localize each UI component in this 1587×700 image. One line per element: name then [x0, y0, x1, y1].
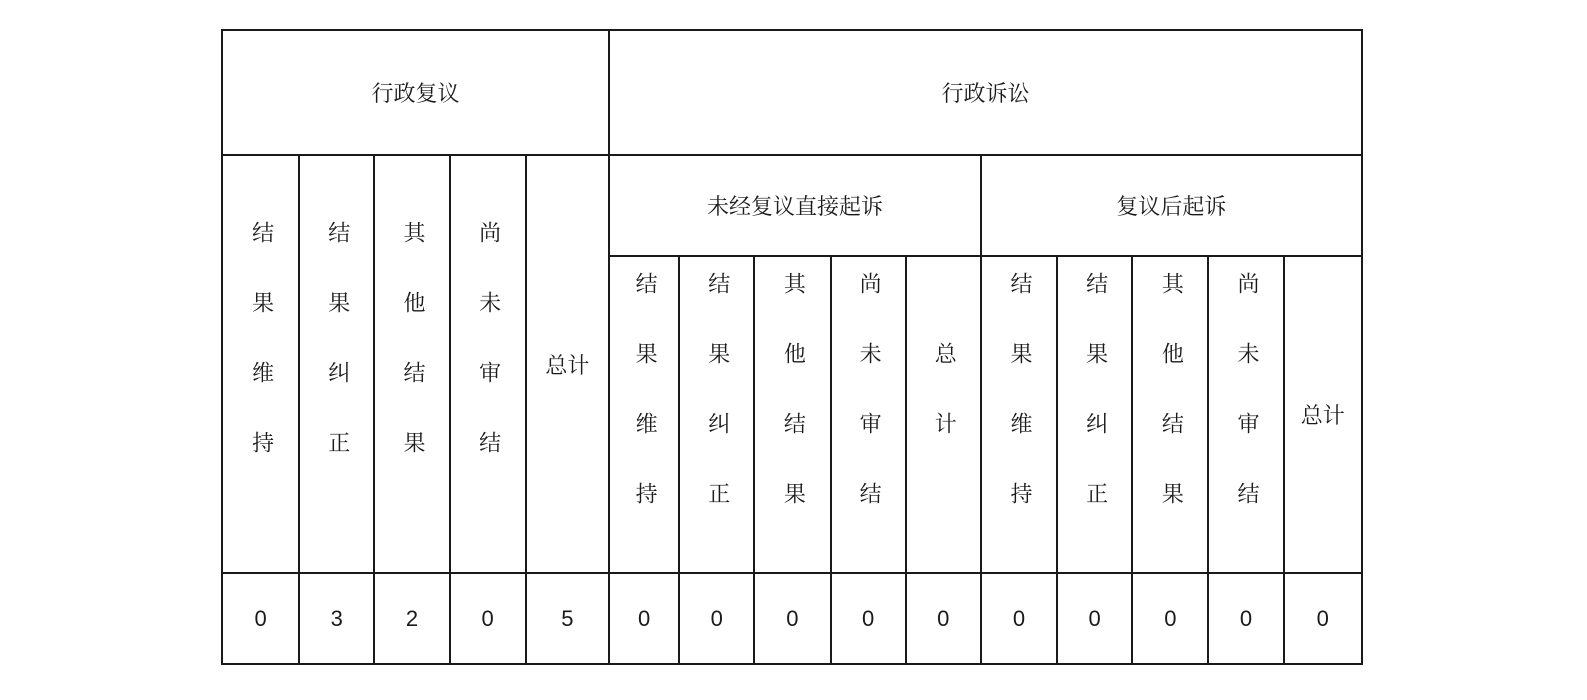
statistics-table	[221, 29, 1363, 665]
value-cell: 0	[1132, 573, 1208, 664]
after-col-maintained	[981, 256, 1057, 573]
review-col-maintained	[222, 155, 299, 573]
value-cell: 0	[754, 573, 830, 664]
review-col-pending	[450, 155, 526, 573]
value-cell: 0	[450, 573, 526, 664]
review-col-total: 总计	[526, 155, 609, 573]
after-col-other	[1132, 256, 1208, 573]
value-cell: 5	[526, 573, 609, 664]
after-col-total: 总计	[1284, 256, 1362, 573]
value-cell: 0	[609, 573, 679, 664]
column-label: 其他结果	[780, 271, 806, 552]
direct-col-corrected	[679, 256, 754, 573]
direct-col-maintained	[609, 256, 679, 573]
value-cell: 3	[299, 573, 374, 664]
after-col-corrected	[1057, 256, 1132, 573]
column-label: 结果维持	[1006, 271, 1032, 552]
review-col-other	[374, 155, 449, 573]
header-row-top	[222, 30, 1362, 155]
header-after-review-suit: 复议后起诉	[981, 155, 1362, 256]
value-cell: 0	[679, 573, 754, 664]
value-cell: 0	[831, 573, 906, 664]
header-direct-suit: 未经复议直接起诉	[609, 155, 981, 256]
value-row	[222, 573, 1362, 664]
column-label: 结果维持	[248, 221, 274, 501]
header-admin-review: 行政复议	[222, 30, 609, 155]
column-label: 结果纠正	[1082, 271, 1108, 552]
value-cell: 0	[906, 573, 981, 664]
value-cell: 2	[374, 573, 449, 664]
after-col-pending	[1208, 256, 1283, 573]
column-label: 总计	[931, 341, 957, 482]
value-cell: 0	[1057, 573, 1132, 664]
header-row-middle	[222, 155, 1362, 256]
column-label: 其他结果	[399, 221, 425, 501]
column-label: 结果纠正	[704, 271, 730, 552]
value-cell: 0	[222, 573, 299, 664]
column-label: 尚未审结	[475, 221, 501, 501]
column-label: 其他结果	[1158, 271, 1184, 552]
column-label: 结果维持	[632, 271, 658, 552]
direct-col-total	[906, 256, 981, 573]
value-cell: 0	[1208, 573, 1283, 664]
direct-col-pending	[831, 256, 906, 573]
column-label: 结果纠正	[324, 221, 350, 501]
column-label: 尚未审结	[1233, 271, 1259, 552]
value-cell: 0	[1284, 573, 1362, 664]
value-cell: 0	[981, 573, 1057, 664]
direct-col-other	[754, 256, 830, 573]
review-col-corrected	[299, 155, 374, 573]
column-label: 尚未审结	[856, 271, 882, 552]
header-admin-litigation: 行政诉讼	[609, 30, 1362, 155]
